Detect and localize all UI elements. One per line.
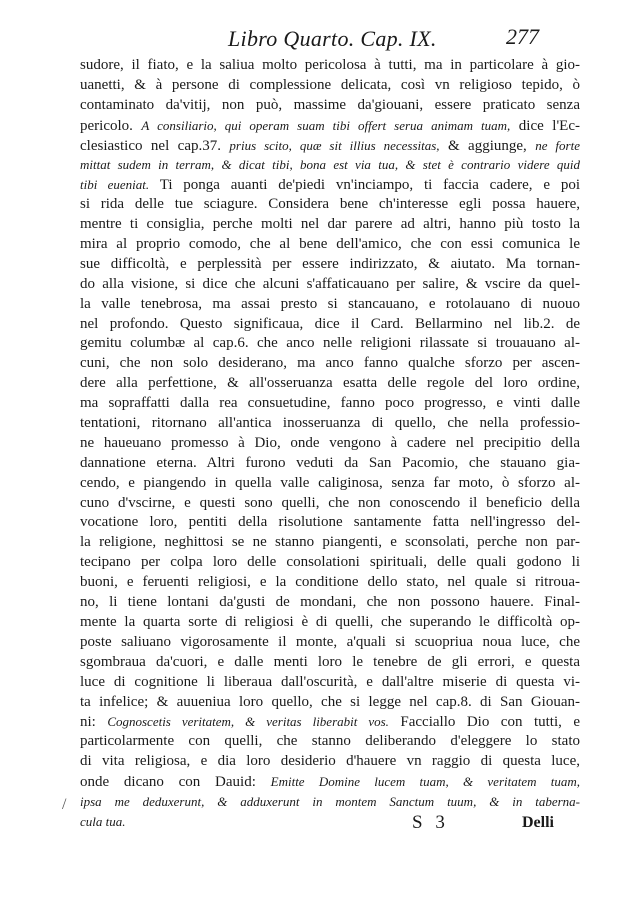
running-head: Libro Quarto. Cap. IX. [228,26,437,51]
catchword: Delli [522,814,554,831]
text-line: vocatione loro, pentiti della risolutione santamente fatta nell'ingresso del- [80,514,580,531]
text-line: particolarmente con quelli, che stanno deliberando d'eleggere lo stato [80,733,580,750]
text-line: onde dicano con Dauid: Emitte Domine lucem tuam, & veritatem tuam, [80,774,580,791]
text-line: luce di cognitione li liberaua dall'oscurità, e dall'altre miserie di questa vi- [80,673,580,690]
text-line: mittat sudem in terram, & dicat tibi, bona est via tua, & stet è contrario videre quid [80,157,580,173]
text-line: nel profondo. Questo significaua, dice il Card. Bellarmino nel lib.2. de [80,315,580,332]
text-line: cuno d'vscirne, e questi sono quelli, che non conoscendo il beneficio della [80,494,580,511]
body-text [80,56,580,832]
text-line: mira al proprio comodo, che al bene dell'amico, che con essi comunica le [80,236,580,253]
text-line: dere alla perfettione, & all'osseruanza esatta delle regole del loro ordine, [80,375,580,392]
text-line: tibi eueniat. Ti ponga auanti de'piedi vn'inciampo, ti faccia cadere, e poi [80,177,580,194]
text-line: cula tua. [80,813,126,829]
text-line: ni: Cognoscetis veritatem, & veritas liberabit vos. Facciallo Dio con tutti, e [80,714,580,731]
signature-mark: S 3 [412,812,449,833]
text-line: no, li tiene lontani da'gusti de mondani, che non possono hauere. Final- [80,594,580,611]
text-line: ma sopraffatti dalla rea consuetudine, fanno poco progresso, e vinti dalle [80,395,580,412]
text-line: uanetti, & à persone di complessione delicata, così vn religioso tepido, ò [80,76,580,93]
text-line: contaminato da'vitij, non può, massime da'giouani, essere praticato senza [80,96,580,113]
text-line: tentationi, ritornano all'antica inosseruanza di quello, che nella professio- [80,415,580,432]
text-line: mente la quarta sorte di religiosi è di quelli, che superando le difficoltà op- [80,613,580,630]
text-line: gemitu columbæ al cap.6. che anco nelle religioni rilassate si trouauano al- [80,335,580,352]
text-line: cendo, e piangendo in quella valle caliginosa, senza far moto, ò sforzo al- [80,474,580,491]
text-line: clesiastico nel cap.37. prius scito, quæ sit illius necessitas, & aggiunge, ne forte [80,137,580,154]
text-line: tecipano per colpa loro delle consolationi spirituali, delle quali godono li [80,554,580,571]
text-line: mentre ti consiglia, perche molti nel dar parere ad altri, hanno più tosto la [80,216,580,233]
page-number: 277 [506,24,539,49]
text-line: buoni, e feruenti religiosi, e la conditione dello stato, nel quale si ritroua- [80,574,580,591]
text-line: cuni, che non solo desiderano, ma anco fanno qualche sforzo per ascen- [80,355,580,372]
text-line: dannatione eterna. Altri furono veduti da San Pacomio, che stauano gia- [80,454,580,471]
page-header [0,22,644,52]
text-line: sudore, il fiato, e la saliua molto pericolosa à tutti, ma in particolare à gio- [80,57,580,73]
text-line: la religione, neghittosi se ne stanno piangenti, e sconsolati, perche non par- [80,534,580,551]
page-footer [0,812,644,842]
text-line: ne haueuano promesso à Dio, onde vengono à cadere nel precipitio della [80,434,580,451]
text-line: do alla visione, si dice che alcuni s'affaticauano per salire, & vscire da quel- [80,275,580,292]
text-line: ta infelice; & auueniua loro quello, che si legge nel cap.8. di San Giouan- [80,693,580,710]
text-line: si rida delle tue sciagure. Considera bene ch'interesse egli possa hauere, [80,196,580,213]
margin-mark: / [62,796,67,813]
text-line: sue difficoltà, e perplessità per essere indirizzato, & aiutato. Ma tornan- [80,255,580,272]
text-line: sgombraua da'cuori, e dalle menti loro le tenebre de gli errori, e questa [80,653,580,670]
text-line: la valle tenebrosa, ma assai presto si stancauano, e rotolauano di nuouo [80,295,580,312]
text-line: ipsa me deduxerunt, & adduxerunt in montem Sanctum tuum, & in taberna- [80,793,580,809]
text-line: di vita religiosa, e dia loro desiderio d'hauere vn raggio di questa luce, [80,753,580,770]
text-line: poste saliuano vigorosamente il monte, a'quali si scuopriua noua luce, che [80,633,580,650]
text-line: pericolo. A consiliario, qui operam suam tibi offert serua animam tuam, dice l'Ec- [80,117,580,134]
